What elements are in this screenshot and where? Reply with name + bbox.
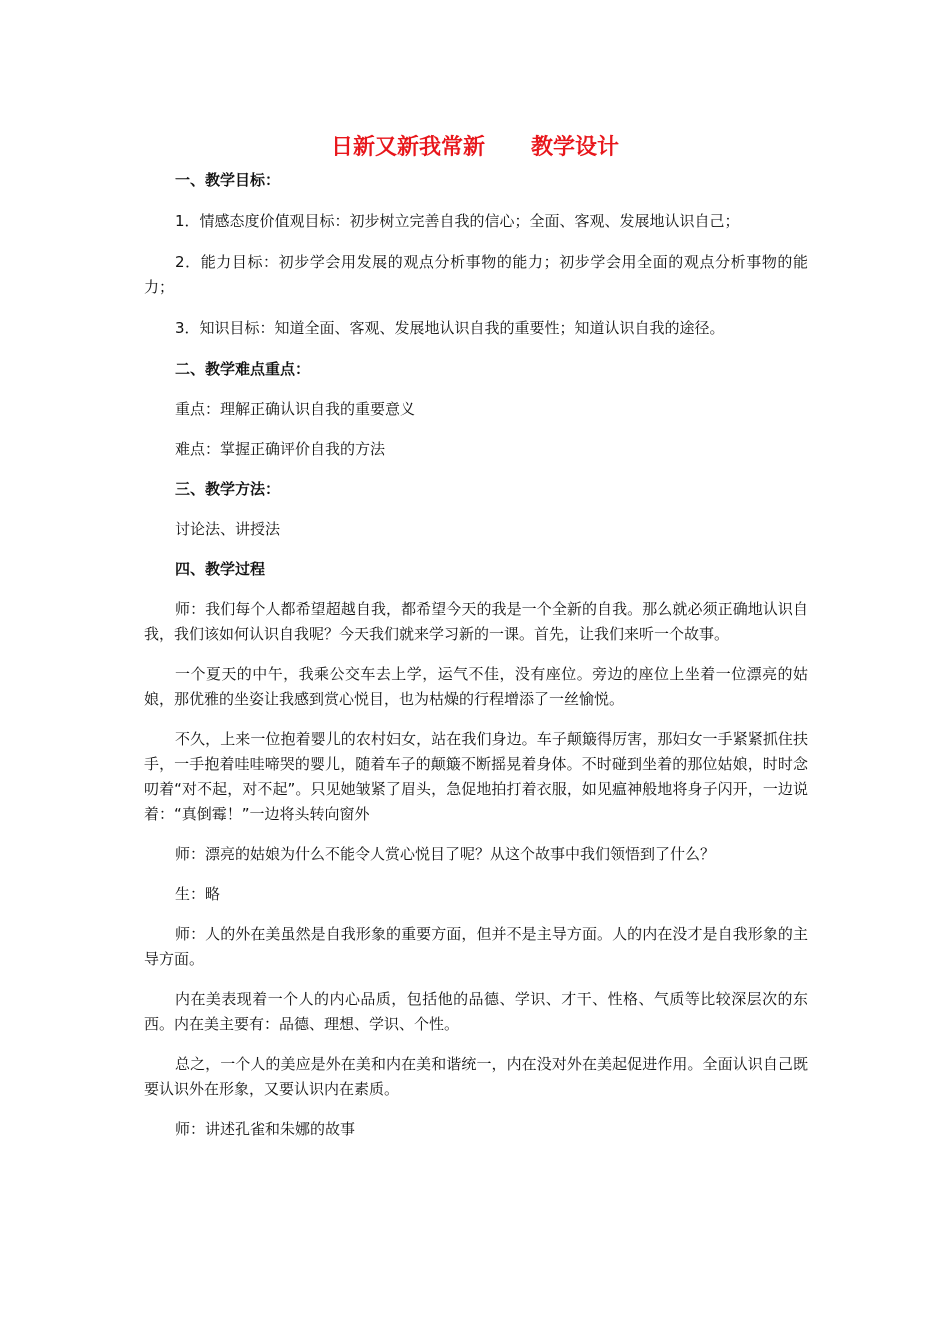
teacher-story-note: 师：讲述孔雀和朱娜的故事 (175, 1120, 356, 1138)
section-heading-objectives: 一、教学目标： (175, 171, 281, 189)
teacher-explanation: 师：人的外在美虽然是自我形象的重要方面，但并不是主导方面。人的内在没才是自我形象的主导方面。 (144, 925, 808, 968)
student-answer: 生：略 (175, 885, 221, 903)
document-body (144, 168, 808, 1142)
difficult-point: 难点：掌握正确评价自我的方法 (175, 440, 386, 458)
summary-paragraph: 总之，一个人的美应是外在美和内在美和谐统一，内在没对外在美起促进作用。全面认识自己既要认识外在形象，又要认识内在素质。 (144, 1055, 808, 1098)
section-heading-methods: 三、教学方法： (175, 480, 281, 498)
process-paragraph: 师：我们每个人都希望超越自我，都希望今天的我是一个全新的自我。那么就必须正确地认识自我，我们该如何认识自我呢？今天我们就来学习新的一课。首先，让我们来听一个故事。 (144, 600, 808, 643)
document-title: 日新又新我常新 教学设计 (331, 135, 619, 160)
teacher-question: 师：漂亮的姑娘为什么不能令人赏心悦目了呢？从这个故事中我们领悟到了什么？ (175, 845, 716, 863)
story-paragraph: 不久，上来一位抱着婴儿的农村妇女，站在我们身边。车子颠簸得厉害，那妇女一手紧紧抓住扶手，一手抱着哇哇啼哭的婴儿，随着车子的颠簸不断摇晃着身体。不时碰到坐着的那位姑娘，时时念叨着“对不起，对不起”。只见她皱紧了眉头，急促地拍打着衣服，如见瘟神般地将身子闪开，一边说着：“真倒霉！”一边将头转向窗外 (144, 730, 808, 823)
key-point: 重点：理解正确认识自我的重要意义 (175, 400, 416, 418)
teaching-methods: 讨论法、讲授法 (175, 520, 281, 538)
inner-beauty-paragraph: 内在美表现着一个人的内心品质，包括他的品德、学识、才干、性格、气质等比较深层次的东西。内在美主要有：品德、理想、学识、个性。 (144, 990, 808, 1033)
section-heading-key-points: 二、教学难点重点： (175, 360, 311, 378)
section-heading-process: 四、教学过程 (175, 560, 266, 578)
objective-3: 3．知识目标：知道全面、客观、发展地认识自我的重要性；知道认识自我的途径。 (175, 319, 725, 337)
objective-1: 1．情感态度价值观目标：初步树立完善自我的信心；全面、客观、发展地认识自己； (175, 212, 740, 230)
objective-2: 2．能力目标：初步学会用发展的观点分析事物的能力；初步学会用全面的观点分析事物的能力； (144, 253, 808, 296)
story-paragraph: 一个夏天的中午，我乘公交车去上学，运气不佳，没有座位。旁边的座位上坐着一位漂亮的姑娘，那优雅的坐姿让我感到赏心悦目，也为枯燥的行程增添了一丝愉悦。 (144, 665, 808, 708)
